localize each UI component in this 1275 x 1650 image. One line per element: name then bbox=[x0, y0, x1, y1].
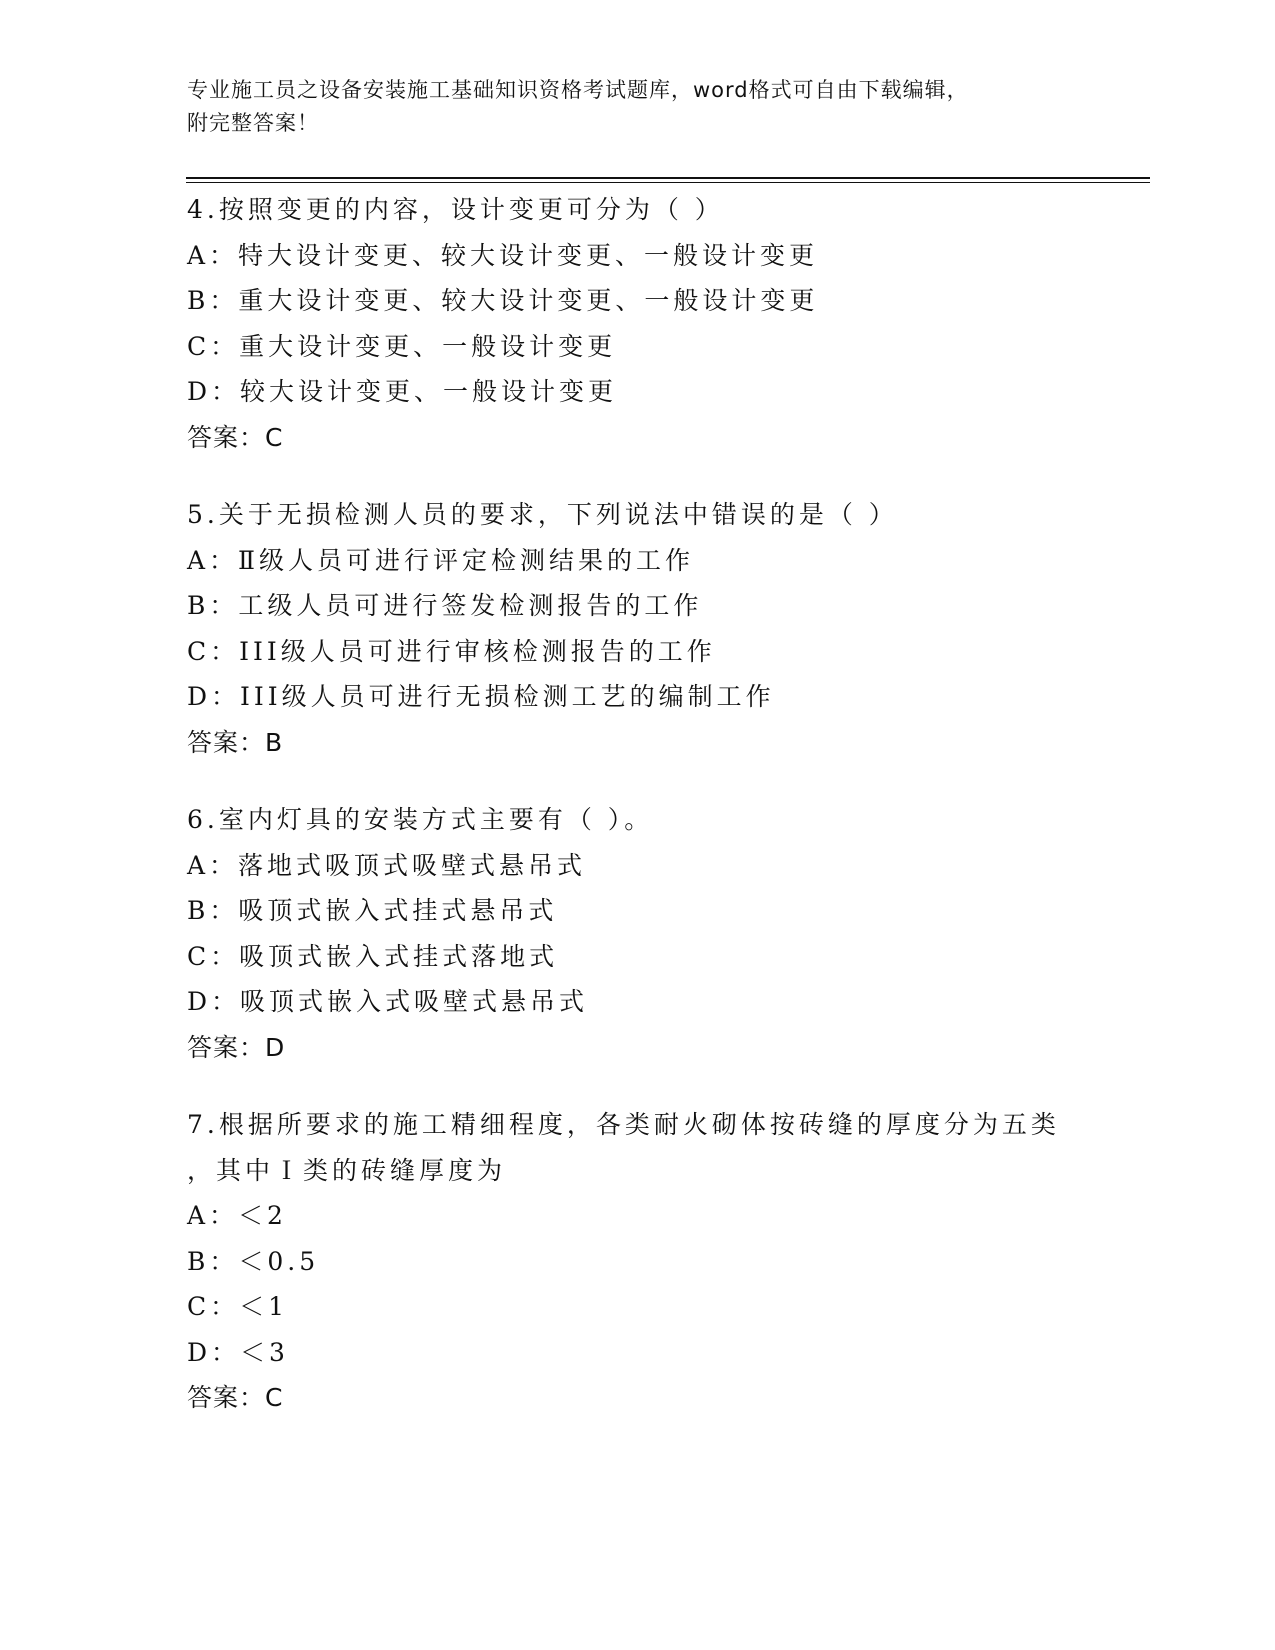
answer-label: 答案：C bbox=[187, 422, 284, 452]
option-d: D：III级人员可进行无损检测工艺的编制工作 bbox=[187, 682, 775, 711]
document-header bbox=[187, 74, 1087, 140]
option-c: C：III级人员可进行审核检测报告的工作 bbox=[187, 636, 716, 666]
option-d: D：＜3 bbox=[187, 1337, 289, 1367]
option-a: A：Ⅱ级人员可进行评定检测结果的工作 bbox=[187, 545, 695, 575]
option-d: D：较大设计变更、一般设计变更 bbox=[187, 377, 618, 406]
option-c: C：＜1 bbox=[187, 1292, 289, 1321]
answer-label: 答案：D bbox=[187, 1032, 286, 1062]
option-c: C：吸顶式嵌入式挂式落地式 bbox=[187, 941, 559, 971]
question-5 bbox=[187, 492, 1087, 765]
question-stem: 4.按照变更的内容，设计变更可分为（ ） bbox=[187, 195, 724, 224]
header-line-2: 附完整答案！ bbox=[187, 111, 319, 135]
option-a: A：＜2 bbox=[187, 1201, 287, 1230]
option-a: A：落地式吸顶式吸壁式悬吊式 bbox=[187, 850, 587, 880]
option-a: A：特大设计变更、较大设计变更、一般设计变更 bbox=[187, 240, 819, 270]
question-stem: 5.关于无损检测人员的要求，下列说法中错误的是（ ） bbox=[187, 500, 898, 529]
header-line-1: 专业施工员之设备安装施工基础知识资格考试题库，word格式可自由下载编辑， bbox=[187, 78, 969, 102]
option-b: B：吸顶式嵌入式挂式悬吊式 bbox=[187, 896, 558, 925]
option-c: C：重大设计变更、一般设计变更 bbox=[187, 331, 617, 361]
question-stem: 6.室内灯具的安装方式主要有（ ）。 bbox=[187, 805, 654, 834]
option-b: B：重大设计变更、较大设计变更、一般设计变更 bbox=[187, 286, 819, 315]
question-stem-line-2: ，其中Ｉ类的砖缝厚度为 bbox=[187, 1155, 507, 1185]
question-7 bbox=[187, 1102, 1087, 1421]
answer-label: 答案：B bbox=[187, 727, 284, 757]
question-6 bbox=[187, 797, 1087, 1070]
option-b: B：＜0.5 bbox=[187, 1246, 320, 1276]
header-divider-thin bbox=[186, 182, 1150, 183]
question-4 bbox=[187, 187, 1087, 460]
answer-label: 答案：C bbox=[187, 1383, 284, 1412]
option-b: B：工级人员可进行签发检测报告的工作 bbox=[187, 591, 703, 620]
question-stem-line-1: 7.根据所要求的施工精细程度，各类耐火砌体按砖缝的厚度分为五类 bbox=[187, 1110, 1060, 1139]
option-d: D：吸顶式嵌入式吸壁式悬吊式 bbox=[187, 987, 589, 1016]
header-divider-thick bbox=[186, 177, 1150, 179]
